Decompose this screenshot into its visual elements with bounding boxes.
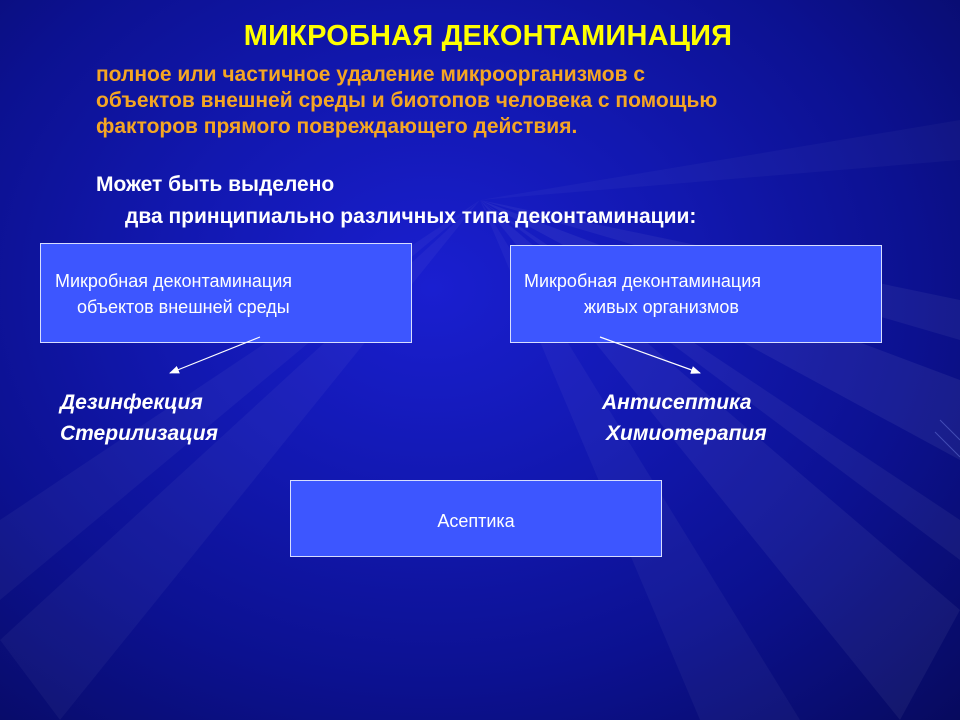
box-living-organisms xyxy=(510,245,882,343)
definition-text xyxy=(96,62,916,140)
intro-line-1: Может быть выделено xyxy=(96,173,335,196)
slide-title: МИКРОБНАЯ ДЕКОНТАМИНАЦИЯ xyxy=(243,20,733,52)
box-living-line-2: живых организмов xyxy=(584,297,739,317)
term-antiseptics: Антисептика xyxy=(602,391,752,414)
intro-line-2: два принципиально различных типа деконтаминации: xyxy=(125,205,697,228)
box-external-environment xyxy=(40,243,412,343)
definition-line-1: полное или частичное удаление микроорганизмов с xyxy=(96,63,646,86)
term-sterilization: Стерилизация xyxy=(60,422,218,445)
term-disinfection: Дезинфекция xyxy=(60,391,203,414)
term-chemotherapy: Химиотерапия xyxy=(606,422,767,445)
box-external-line-2: объектов внешней среды xyxy=(77,297,290,317)
box-asepsis-label: Асептика xyxy=(437,511,515,531)
definition-line-2: объектов внешней среды и биотопов человека с помощью xyxy=(96,89,718,112)
box-asepsis xyxy=(290,480,662,557)
definition-line-3: факторов прямого повреждающего действия. xyxy=(96,115,578,138)
box-living-line-1: Микробная деконтаминация xyxy=(524,271,762,291)
box-external-line-1: Микробная деконтаминация xyxy=(55,271,293,291)
